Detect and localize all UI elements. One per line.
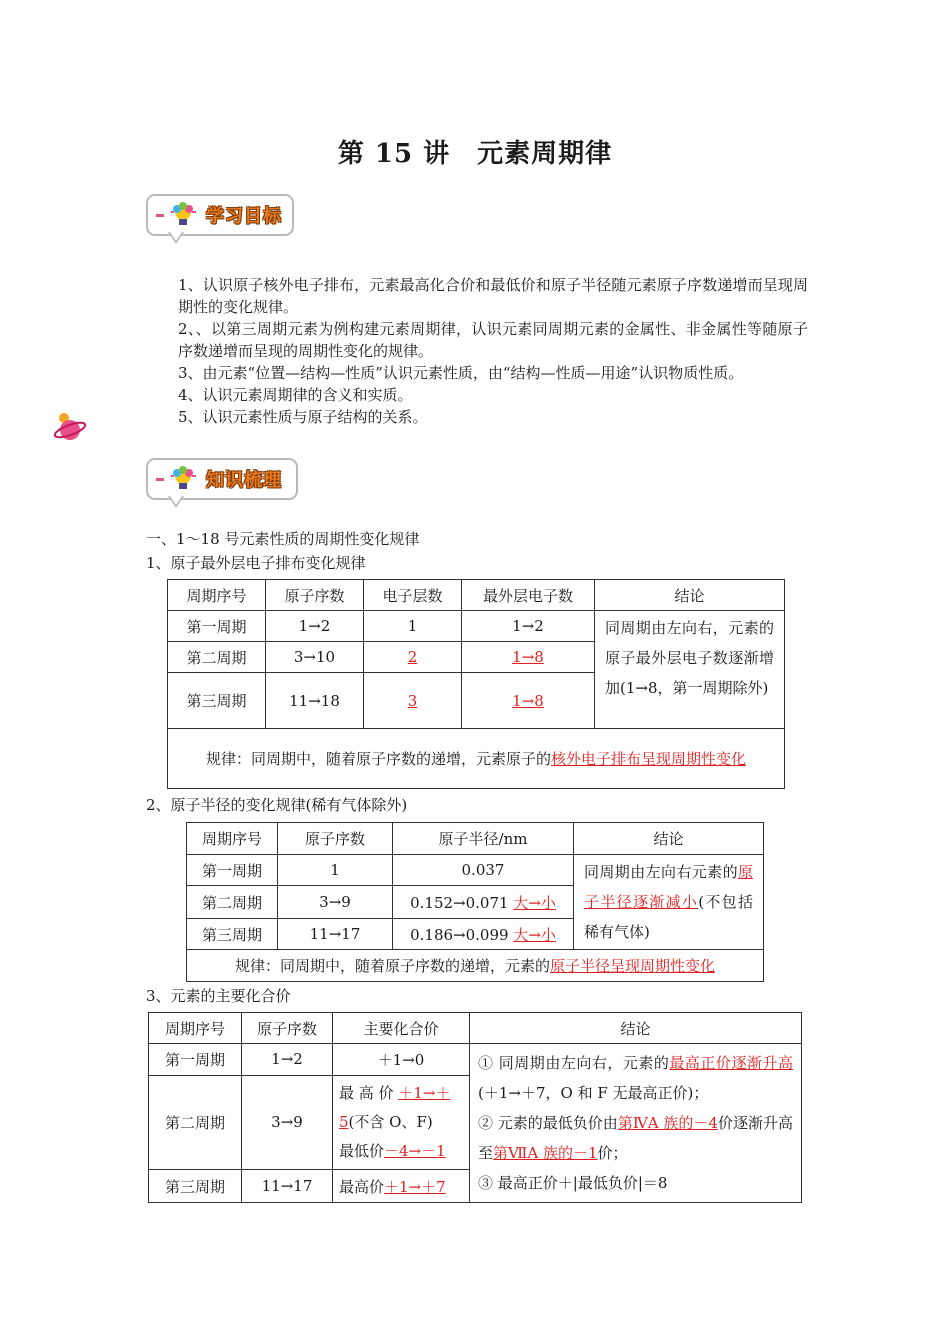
cell: 1→2 xyxy=(266,611,364,642)
conclusion-line xyxy=(478,1108,793,1168)
cell: 1→2 xyxy=(242,1044,333,1076)
goal-item: 4、认识元素周期律的含义和实质。 xyxy=(178,386,413,404)
cell: 第一周期 xyxy=(149,1044,242,1076)
radius-table xyxy=(186,822,764,982)
cell: 3→10 xyxy=(266,642,364,673)
conclusion-text: ② 元素的最低负价由 xyxy=(478,1114,618,1132)
col-header: 主要化合价 xyxy=(333,1013,470,1044)
col-header: 结论 xyxy=(574,823,764,855)
planet-icon xyxy=(52,410,88,446)
answer: 2 xyxy=(407,648,418,666)
cell xyxy=(462,673,595,729)
answer: 1→8 xyxy=(512,691,544,710)
subsection-heading: 3、元素的主要化合价 xyxy=(146,987,291,1005)
goals-badge xyxy=(146,194,302,246)
col-header: 电子层数 xyxy=(364,580,462,611)
cell-value: 0.186→0.099 xyxy=(410,925,509,944)
cell: 第一周期 xyxy=(187,855,278,886)
col-header: 原子序数 xyxy=(266,580,364,611)
cell-note: (不含 O、F) xyxy=(348,1112,433,1131)
conclusion-text: (＋1→＋7，O 和 F 无最高正价)； xyxy=(478,1084,709,1102)
learning-goals xyxy=(178,274,808,428)
goal-item: 5、认识元素性质与原子结构的关系。 xyxy=(178,408,428,426)
conclusion-line: ③ 最高正价＋|最低负价|＝8 xyxy=(478,1174,668,1192)
col-header: 结论 xyxy=(470,1013,802,1044)
cell: 第二周期 xyxy=(187,886,278,919)
conclusion-line xyxy=(478,1048,793,1108)
answer: 原子半径逐渐减小 xyxy=(584,863,753,911)
cell: 11→17 xyxy=(242,1170,333,1203)
rule-cell xyxy=(187,950,764,982)
cell xyxy=(462,642,595,673)
cell: 3→9 xyxy=(278,886,393,919)
rule-text: 规律：同周期中，随着原子序数的递增，元素原子的 xyxy=(205,749,551,768)
col-header: 最外层电子数 xyxy=(462,580,595,611)
answer: ＋1→＋7 xyxy=(384,1177,446,1196)
cell xyxy=(333,1170,470,1203)
col-header: 原子序数 xyxy=(242,1013,333,1044)
cell: ＋1→0 xyxy=(333,1044,470,1076)
cell xyxy=(364,642,462,673)
cell xyxy=(333,1075,470,1169)
cell-value: 0.152→0.071 xyxy=(410,893,509,912)
col-header: 原子序数 xyxy=(278,823,393,855)
lightbulb-icon xyxy=(168,200,198,230)
knowledge-badge xyxy=(146,458,302,510)
goal-item: 1、认识原子核外电子排布，元素最高化合价和最低价和原子半径随元素原子序数递增而呈现周期性的变化规律。 xyxy=(178,276,808,316)
answer: －4→－1 xyxy=(384,1141,446,1160)
page-title: 第 15 讲 元素周期律 xyxy=(337,139,613,169)
answer: 大→小 xyxy=(513,925,556,944)
cell-label: 最低价 xyxy=(339,1141,385,1160)
goal-item: 3、由元素“位置—结构—性质”认识元素性质，由“结构—性质—用途”认识物质性质。 xyxy=(178,364,744,382)
cell: 第三周期 xyxy=(149,1170,242,1203)
cell: 0.037 xyxy=(393,855,574,886)
conclusion-text: ① 同周期由左向右，元素的 xyxy=(478,1054,670,1072)
cell xyxy=(393,919,574,950)
conclusion-text: 价； xyxy=(597,1144,628,1162)
cell: 1 xyxy=(364,611,462,642)
section-heading: 一、1～18 号元素性质的周期性变化规律 xyxy=(146,530,420,548)
electron-table xyxy=(167,579,785,789)
answer: 核外电子排布呈现周期性变化 xyxy=(551,749,747,768)
conclusion-cell xyxy=(574,855,764,950)
answer: 原子半径呈现周期性变化 xyxy=(550,957,716,975)
cell-label: 最高价 xyxy=(339,1177,385,1196)
subsection-heading: 1、原子最外层电子排布变化规律 xyxy=(146,554,366,572)
answer: 1→8 xyxy=(512,648,544,666)
conclusion-cell xyxy=(470,1044,802,1203)
cell: 第三周期 xyxy=(187,919,278,950)
cell xyxy=(364,673,462,729)
col-header: 周期序号 xyxy=(187,823,278,855)
cell: 11→18 xyxy=(266,673,364,729)
subsection-heading: 2、原子半径的变化规律(稀有气体除外) xyxy=(146,796,408,814)
cell xyxy=(393,886,574,919)
cell: 第三周期 xyxy=(168,673,266,729)
conclusion-cell: 同周期由左向右，元素的原子最外层电子数逐渐增加(1→8，第一周期除外) xyxy=(595,611,785,729)
answer: 大→小 xyxy=(513,893,556,912)
cell: 第二周期 xyxy=(168,642,266,673)
answer: 3 xyxy=(407,691,418,710)
valence-table xyxy=(148,1012,802,1203)
rule-cell xyxy=(168,729,785,789)
lightbulb-icon xyxy=(168,464,198,494)
col-header: 结论 xyxy=(595,580,785,611)
knowledge-badge-label: 知识梳理 xyxy=(206,470,282,491)
cell-label: 最 高 价 xyxy=(339,1083,394,1102)
cell: 1→2 xyxy=(462,611,595,642)
cell: 11→17 xyxy=(278,919,393,950)
answer: ＋1→＋5 xyxy=(339,1083,451,1131)
conclusion-text: (不包括稀有气体) xyxy=(584,893,753,941)
cell: 第一周期 xyxy=(168,611,266,642)
conclusion-text: 价逐渐升高至 xyxy=(478,1114,793,1162)
col-header: 原子半径/nm xyxy=(393,823,574,855)
conclusion-text: 同周期由左向右元素的 xyxy=(584,863,738,881)
answer: 第ⅦA 族的－1 xyxy=(493,1144,598,1162)
cell: 第二周期 xyxy=(149,1075,242,1169)
col-header: 周期序号 xyxy=(168,580,266,611)
cell: 3→9 xyxy=(242,1075,333,1169)
col-header: 周期序号 xyxy=(149,1013,242,1044)
goal-item: 2、、以第三周期元素为例构建元素周期律，认识元素同周期元素的金属性、非金属性等随原子序数递增而呈现的周期性变化的规律。 xyxy=(178,320,808,360)
cell: 1 xyxy=(278,855,393,886)
rule-text: 规律：同周期中，随着原子序数的递增，元素的 xyxy=(234,957,550,975)
answer: 最高正价逐渐升高 xyxy=(669,1054,793,1072)
answer: 第ⅣA 族的－4 xyxy=(617,1114,718,1132)
goals-badge-label: 学习目标 xyxy=(206,206,282,227)
